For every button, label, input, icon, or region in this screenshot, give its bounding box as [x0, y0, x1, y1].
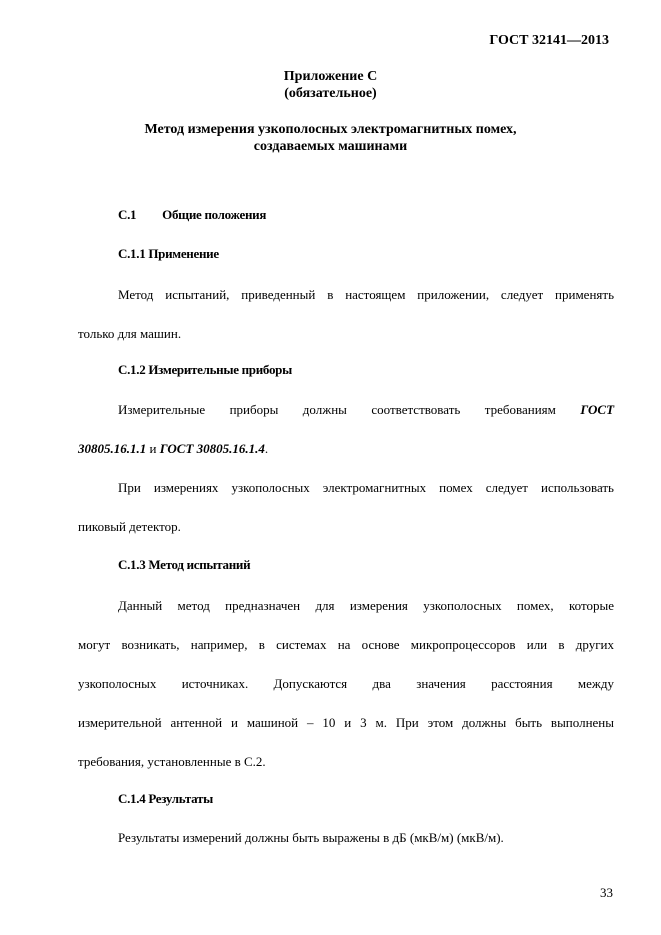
text-fragment: Измерительные приборы — [118, 402, 279, 417]
text-fragment: требованиям — [484, 402, 556, 417]
document-header-standard: ГОСТ 32141—2013 — [489, 33, 609, 48]
text-fragment: соответствовать — [371, 402, 461, 417]
paragraph-line: узкополосных источниках. Допускаются два значения расстояния между — [78, 676, 614, 691]
text-fragment: должны — [302, 402, 347, 417]
method-title-block — [0, 121, 661, 155]
section-c13-paragraph — [78, 586, 614, 781]
appendix-title: Приложение С — [283, 69, 378, 84]
method-title-line2: создаваемых машинами — [253, 139, 408, 154]
section-c12-heading: С.1.2 Измерительные приборы — [118, 362, 292, 377]
paragraph-line: пиковый детектор. — [78, 519, 181, 534]
section-c1-heading — [118, 207, 266, 223]
section-c14-heading: С.1.4 Результаты — [118, 791, 213, 806]
paragraph-line: измерительной антенной и машиной – 10 и 3 м. При этом должны быть выполнены — [78, 715, 614, 730]
paragraph-line: требования, установленные в С.2. — [78, 754, 266, 769]
standard-reference: ГОСТ 30805.16.1.4 — [159, 441, 265, 456]
paragraph-line — [78, 429, 614, 468]
paragraph-line — [78, 390, 614, 429]
paragraph-line: Результаты измерений должны быть выражены в дБ (мкВ/м) (мкВ/м). — [118, 830, 504, 845]
section-c11-heading: С.1.1 Применение — [118, 246, 219, 261]
text-fragment: . — [264, 441, 269, 456]
section-c1-title: Общие положения — [162, 207, 267, 222]
paragraph-line: могут возникать, например, в системах на основе микропроцессоров или в других — [78, 637, 614, 652]
section-c1-number: С.1 — [118, 207, 137, 222]
method-title-line1: Метод измерения узкополосных электромагнитных помех, — [144, 122, 517, 137]
text-fragment: и — [149, 441, 157, 456]
section-c12-paragraph2 — [78, 468, 614, 546]
appendix-title-block — [0, 68, 661, 102]
paragraph-line: Данный метод предназначен для измерения узкополосных помех, которые — [118, 598, 614, 613]
section-c14-paragraph — [78, 818, 614, 857]
appendix-status: (обязательное) — [284, 86, 377, 101]
paragraph-line: При измерениях узкополосных электромагнитных помех следует использовать — [118, 480, 614, 495]
standard-reference: 30805.16.1.1 — [78, 441, 147, 456]
section-c11-paragraph — [78, 275, 614, 353]
section-c12-paragraph1 — [78, 390, 614, 468]
paragraph-line: только для машин. — [78, 326, 182, 341]
paragraph-line: Метод испытаний, приведенный в настоящем приложении, следует применять — [118, 287, 614, 302]
page-number: 33 — [600, 885, 613, 900]
section-c13-heading: С.1.3 Метод испытаний — [118, 557, 251, 572]
standard-reference: ГОСТ — [580, 402, 615, 417]
